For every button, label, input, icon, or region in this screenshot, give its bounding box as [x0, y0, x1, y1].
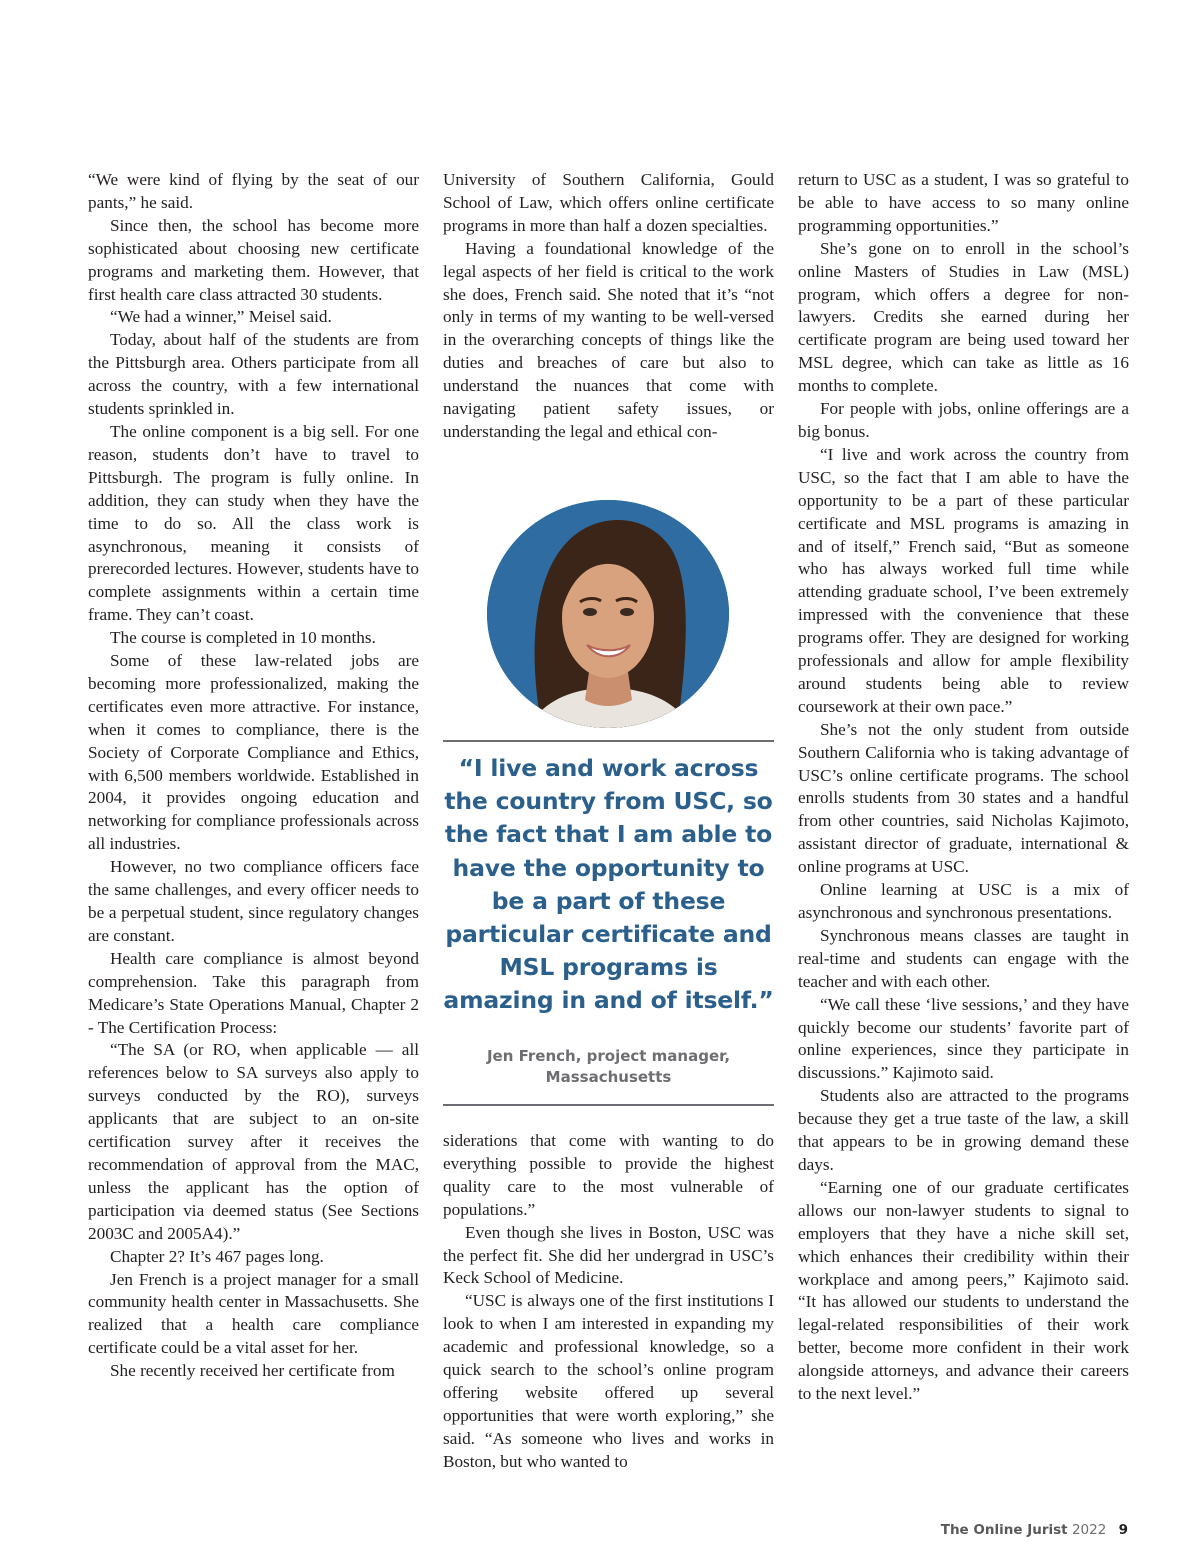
- paragraph: Chapter 2? It’s 467 pages long.: [110, 1246, 324, 1266]
- paragraph: “We call these ‘live sessions,’ and they have quickly become our students’ favorite part of online experiences, since they participate in discussions.” Kajimoto said.: [798, 994, 1129, 1083]
- article-column-2-bottom: [443, 1130, 774, 1474]
- page-footer: [941, 1522, 1128, 1538]
- paragraph: Some of these law-related jobs are becoming more professionalized, making the certificates even more attractive. For instance, when it comes to compliance, there is the Society of Corporate Compliance and Ethics, with 6,500 members worldwide. Established in 2004, it provides ongoing education and networking for compliance professionals across all industries.: [88, 651, 419, 854]
- article-column-2-top: [443, 169, 774, 444]
- publication-year: 2022: [1071, 1522, 1107, 1538]
- article-column-3: [798, 169, 1129, 1406]
- publication-name: The Online Jurist: [940, 1522, 1068, 1538]
- paragraph: The online component is a big sell. For one reason, students don’t have to travel to Pittsburgh. The program is fully online. In addition, they can study when they have the time to do so. All the class work is asynchronous, meaning it consists of prerecorded lectures. However, students have to complete assignments within a certain time frame. They can’t coast.: [88, 421, 419, 625]
- attribution-line: Jen French, project manager,: [486, 1047, 731, 1065]
- paragraph: University of Southern California, Gould School of Law, which offers online certificate programs in more than half a dozen specialties.: [443, 170, 774, 235]
- paragraph: “We were kind of flying by the seat of our pants,” he said.: [88, 170, 419, 212]
- attribution-line: Massachusetts: [545, 1068, 672, 1086]
- paragraph: Jen French is a project manager for a small community health center in Massachusetts. She realized that a health care compliance certificate could be a vital asset for her.: [88, 1269, 419, 1358]
- portrait-photo: [487, 500, 729, 728]
- paragraph: Even though she lives in Boston, USC was the perfect fit. She did her undergrad in USC’s Keck School of Medicine.: [443, 1222, 774, 1288]
- paragraph: “USC is always one of the first institutions I look to when I am interested in expanding my academic and professional knowledge, so a quick search to the school’s online program offering website offered up several opportunities that were worth exploring,” she said. “As someone who lives and works in Boston, but who wanted to: [443, 1291, 774, 1471]
- paragraph: “We had a winner,” Meisel said.: [110, 307, 332, 327]
- paragraph: However, no two compliance officers face the same challenges, and every officer needs to be a perpetual student, since regulatory changes are constant.: [88, 857, 419, 945]
- article-column-1: [88, 169, 419, 1383]
- divider-rule: [443, 1104, 774, 1106]
- paragraph: Online learning at USC is a mix of asynchronous and synchronous presentations.: [798, 880, 1129, 922]
- pull-quote: “I live and work across the country from USC, so the fact that I am able to have the opportunity to be a part of these particular certificate and MSL programs is amazing in and of itself.”: [443, 754, 774, 1015]
- paragraph: For people with jobs, online offerings are a big bonus.: [798, 399, 1129, 441]
- page-number: 9: [1118, 1522, 1128, 1538]
- paragraph: Health care compliance is almost beyond comprehension. Take this paragraph from Medicare’s State Operations Manual, Chapter 2 - The Certification Process:: [88, 948, 419, 1037]
- paragraph: The course is completed in 10 months.: [110, 628, 376, 648]
- paragraph: She’s not the only student from outside Southern California who is taking advantage of USC’s online certificate programs. The school enrolls students from 30 states and a handful from other countries, said Nicholas Kajimoto, assistant director of graduate, international & online programs at USC.: [798, 719, 1129, 877]
- paragraph: Having a foundational knowledge of the legal aspects of her field is critical to the work she does, French said. She noted that it’s “not only in terms of my wanting to be well-versed in the overarching concepts of things like the duties and breaches of care but also to understand the nuances that come with navigating patient safety issues, or understanding the legal and ethical con-: [443, 238, 774, 441]
- quote-attribution: [443, 1046, 774, 1088]
- paragraph: Students also are attracted to the programs because they get a true taste of the law, a skill that appears to be in growing demand these days.: [798, 1086, 1129, 1174]
- paragraph: return to USC as a student, I was so grateful to be able to have access to so many online programming opportunities.”: [798, 170, 1129, 235]
- paragraph: “Earning one of our graduate certificates allows our non-lawyer students to signal to employers that they have a niche skill set, which enhances their credibility within their workplace and among peers,” Kajimoto said. “It has allowed our students to understand the legal-related responsibilities of their work better, become more confident in their work alongside attorneys, and advance their careers to the next level.”: [798, 1177, 1129, 1404]
- paragraph: siderations that come with wanting to do everything possible to provide the highest quality care to the most vulnerable of populations.”: [443, 1131, 774, 1219]
- divider-rule: [443, 740, 774, 742]
- paragraph: Today, about half of the students are from the Pittsburgh area. Others participate from all across the country, with a few international students sprinkled in.: [88, 330, 419, 419]
- paragraph: Synchronous means classes are taught in real-time and students can engage with the teacher and with each other.: [798, 925, 1129, 991]
- paragraph: “The SA (or RO, when applicable — all references below to SA surveys also apply to surveys conducted by the RO), surveys applicants that are subject to an on-site certification survey after it receives the recommendation of approval from the MAC, unless the applicant has the option of participation via deemed status (See Sections 2003C and 2005A4).”: [88, 1040, 419, 1243]
- paragraph: “I live and work across the country from USC, so the fact that I am able to have the opportunity to be a part of these particular certificate and MSL programs is amazing in and of itself,” French said, “But as someone who has always worked full time while attending graduate school, I’ve been extremely impressed with the convenience that these programs offer. They are designed for working professionals and allow for ample flexibility around students being able to review coursework at their own pace.”: [798, 444, 1129, 716]
- paragraph: Since then, the school has become more sophisticated about choosing new certificate programs and marketing them. However, that first health care class attracted 30 students.: [88, 215, 419, 304]
- paragraph: She’s gone on to enroll in the school’s online Masters of Studies in Law (MSL) program, which offers a degree for non-lawyers. Credits she earned during her certificate program are being used toward her MSL degree, which can take as little as 16 months to complete.: [798, 238, 1129, 396]
- paragraph: She recently received her certificate from: [110, 1361, 395, 1381]
- portrait-illustration: [487, 500, 729, 728]
